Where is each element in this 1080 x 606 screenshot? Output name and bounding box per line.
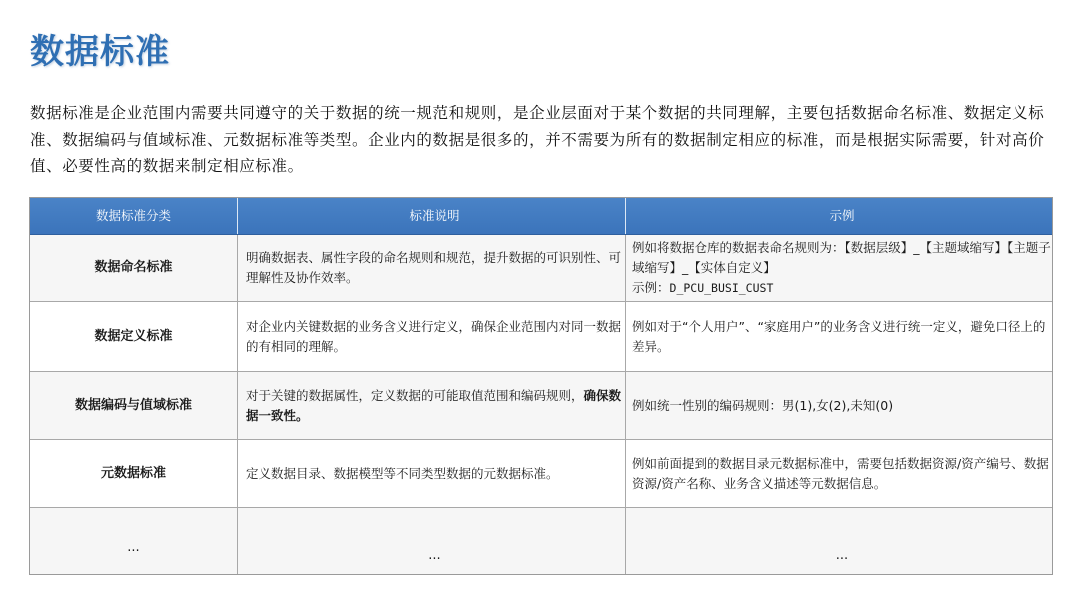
row-description	[238, 372, 626, 439]
description-text: 对于关键的数据属性，定义数据的可能取值范围和编码规则，	[246, 387, 584, 403]
header-example: 示例	[829, 208, 855, 223]
table-row	[30, 440, 1052, 508]
row-example	[626, 235, 1052, 301]
header-description: 标准说明	[238, 198, 626, 234]
row-category: 数据编码与值域标准	[30, 372, 238, 439]
header-category: 数据标准分类	[30, 198, 238, 234]
table-row	[30, 302, 1052, 372]
description-emphasis: 确保数据一致性。	[246, 387, 622, 423]
table-row	[30, 508, 1052, 574]
table-header-row	[30, 198, 1052, 235]
table-row	[30, 372, 1052, 440]
row-example: ...	[835, 548, 849, 563]
standards-table	[29, 197, 1053, 575]
row-category: 元数据标准	[30, 440, 238, 507]
row-category: 数据命名标准	[30, 235, 238, 301]
row-category: 数据定义标准	[30, 302, 238, 371]
example-text: 例如将数据仓库的数据表命名规则为：【数据层级】_【主题域缩写】【主题子域缩写】_【实体自定义】	[632, 240, 1051, 275]
row-description: 对企业内关键数据的业务含义进行定义，确保企业范围内对同一数据的有相同的理解。	[238, 302, 626, 371]
row-example: 例如统一性别的编码规则：男(1),女(2),未知(0)	[632, 397, 894, 413]
row-category: ...	[30, 508, 238, 574]
example-code: D_PCU_BUSI_CUST	[669, 281, 774, 295]
intro-paragraph: 数据标准是企业范围内需要共同遵守的关于数据的统一规范和规则，是企业层面对于某个数据的共同理解，主要包括数据命名标准、数据定义标准、数据编码与值域标准、元数据标准等类型。企业内的数据是很多的，并不需要为所有的数据制定相应的标准，而是根据实际需要，针对高价值、必要性高的数据来制定相应标准。	[30, 104, 1045, 175]
row-example: 例如前面提到的数据目录元数据标准中，需要包括数据资源/资产编号、数据资源/资产名称、业务含义描述等元数据信息。	[632, 455, 1049, 491]
page-title: 数据标准	[30, 32, 170, 72]
row-description: 明确数据表、属性字段的命名规则和规范，提升数据的可识别性、可理解性及协作效率。	[238, 235, 626, 301]
table-row	[30, 235, 1052, 302]
row-example: 例如对于“个人用户”、“家庭用户”的业务含义进行统一定义，避免口径上的差异。	[632, 318, 1046, 354]
row-description: ...	[238, 508, 626, 574]
row-description: 定义数据目录、数据模型等不同类型数据的元数据标准。	[238, 440, 626, 507]
example-prefix: 示例：	[632, 280, 670, 295]
